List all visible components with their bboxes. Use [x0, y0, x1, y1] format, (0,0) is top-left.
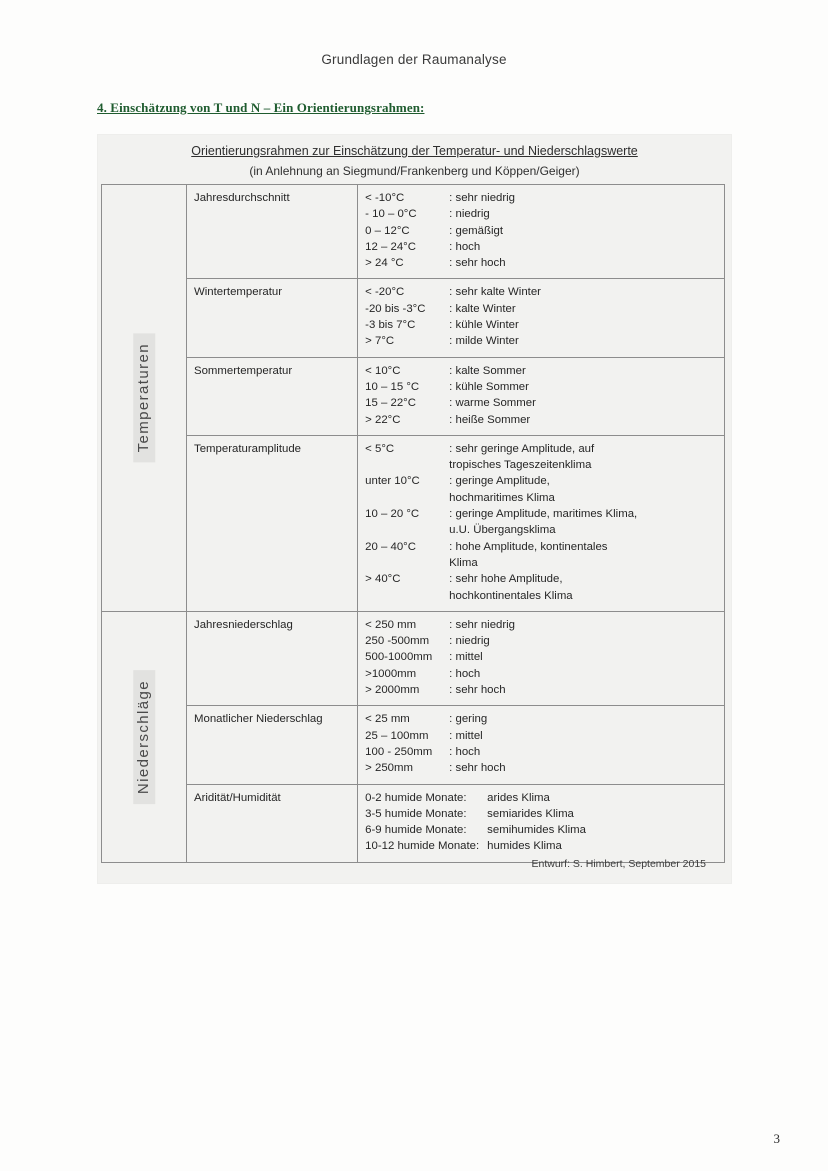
value-key: 250 -500mm: [365, 635, 430, 648]
value-continuation: hochmaritimes Klima: [449, 491, 555, 504]
value-key: 500-1000mm: [365, 651, 433, 664]
value-text: : niedrig: [449, 208, 490, 221]
value-key: 20 – 40°C: [365, 540, 416, 553]
parameter-cell: Temperaturamplitude: [187, 435, 358, 611]
value-text: : gering: [449, 713, 488, 726]
value-continuation: tropisches Tageszeitenklima: [449, 459, 592, 472]
value-key: < -20°C: [365, 286, 405, 299]
value-continuation: Klima: [449, 556, 478, 569]
value-text: : hoch: [449, 240, 481, 253]
value-key: > 40°C: [365, 573, 401, 586]
page-number: 3: [773, 1131, 780, 1146]
value-text: : niedrig: [449, 635, 490, 648]
value-continuation: u.U. Übergangsklima: [449, 524, 556, 537]
value-text: : kühle Winter: [449, 319, 519, 332]
value-key: 12 – 24°C: [365, 240, 416, 253]
value-text: : gemäßigt: [449, 224, 503, 237]
values-cell: [358, 279, 725, 357]
value-text: : hohe Amplitude, kontinentales: [449, 540, 608, 553]
parameter-cell: Wintertemperatur: [187, 279, 358, 357]
section-heading: 4. Einschätzung von T und N – Ein Orientierungsrahmen:: [97, 100, 425, 115]
value-text: : kühle Sommer: [449, 380, 529, 393]
value-text: : heiße Sommer: [449, 413, 531, 426]
value-text: : mittel: [449, 729, 483, 742]
value-key: 10-12 humide Monate:: [365, 840, 480, 853]
table-row: [102, 185, 725, 279]
value-text: : sehr kalte Winter: [449, 286, 541, 299]
value-key: -20 bis -3°C: [365, 302, 426, 315]
value-key: 100 - 250mm: [365, 745, 433, 758]
values-cell: [358, 706, 725, 784]
values-cell: [358, 611, 725, 705]
parameter-cell: Jahresdurchschnitt: [187, 185, 358, 279]
table-title-text: Orientierungsrahmen zur Einschätzung der Temperatur- und Niederschlagswerte: [191, 144, 638, 158]
value-key: < 5°C: [365, 442, 395, 455]
value-key: 15 – 22°C: [365, 397, 416, 410]
parameter-cell: Jahresniederschlag: [187, 611, 358, 705]
parameter-cell: Monatlicher Niederschlag: [187, 706, 358, 784]
value-key: > 250mm: [365, 762, 413, 775]
value-text: arides Klima: [487, 791, 550, 804]
value-key: - 10 – 0°C: [365, 208, 417, 221]
value-key: >1000mm: [365, 667, 417, 680]
value-text: : sehr hoch: [449, 257, 506, 270]
value-key: > 24 °C: [365, 257, 404, 270]
values-cell: [358, 784, 725, 862]
table-row: [102, 611, 725, 705]
value-key: < -10°C: [365, 192, 405, 204]
table-row: [102, 279, 725, 357]
running-head: Grundlagen der Raumanalyse: [321, 52, 507, 67]
values-cell: [358, 185, 725, 279]
value-key: > 22°C: [365, 413, 401, 426]
value-text: : milde Winter: [449, 335, 519, 348]
value-text: : hoch: [449, 667, 481, 680]
value-key: 25 – 100mm: [365, 729, 429, 742]
value-text: humides Klima: [487, 840, 562, 853]
value-continuation: hochkontinentales Klima: [449, 589, 573, 602]
orientation-framework-table: [101, 184, 725, 863]
table-subtitle: (in Anlehnung an Siegmund/Frankenberg und Köppen/Geiger): [249, 164, 580, 178]
table-row: [102, 784, 725, 862]
value-key: 3-5 humide Monate:: [365, 807, 467, 820]
value-text: semihumides Klima: [487, 824, 586, 837]
value-key: unter 10°C: [365, 475, 420, 488]
group-label: Temperaturen: [133, 333, 155, 462]
value-text: : geringe Amplitude,: [449, 475, 550, 488]
group-cell-temperaturen: [102, 185, 187, 612]
value-key: < 10°C: [365, 364, 401, 377]
value-key: 10 – 20 °C: [365, 508, 420, 521]
value-text: : sehr hohe Amplitude,: [449, 573, 563, 586]
value-key: < 250 mm: [365, 618, 417, 631]
value-text: : sehr niedrig: [449, 192, 516, 204]
scanned-table-block: [97, 134, 732, 884]
value-text: : sehr hoch: [449, 684, 506, 697]
parameter-cell: Sommertemperatur: [187, 357, 358, 435]
values-cell: [358, 435, 725, 611]
group-label: Niederschläge: [133, 670, 155, 804]
table-title: [97, 144, 732, 158]
value-text: : sehr geringe Amplitude, auf: [449, 442, 595, 455]
value-text: : mittel: [449, 651, 483, 664]
value-key: < 25 mm: [365, 713, 410, 726]
group-cell-niederschlaege: [102, 611, 187, 862]
value-text: : warme Sommer: [449, 397, 536, 410]
table-body: [102, 185, 725, 863]
value-text: : sehr hoch: [449, 762, 506, 775]
value-key: > 7°C: [365, 335, 395, 348]
parameter-cell: Aridität/Humidität: [187, 784, 358, 862]
value-text: : kalte Winter: [449, 302, 516, 315]
value-text: : sehr niedrig: [449, 618, 516, 631]
value-text: : geringe Amplitude, maritimes Klima,: [449, 508, 638, 521]
value-text: semiarides Klima: [487, 807, 574, 820]
table-row: [102, 357, 725, 435]
value-key: 0 – 12°C: [365, 224, 410, 237]
value-key: > 2000mm: [365, 684, 420, 697]
value-text: : kalte Sommer: [449, 364, 526, 377]
value-key: 10 – 15 °C: [365, 380, 420, 393]
table-row: [102, 706, 725, 784]
value-key: 0-2 humide Monate:: [365, 791, 467, 804]
value-key: 6-9 humide Monate:: [365, 824, 467, 837]
value-key: -3 bis 7°C: [365, 319, 416, 332]
value-text: : hoch: [449, 745, 481, 758]
table-row: [102, 435, 725, 611]
values-cell: [358, 357, 725, 435]
table-credit: Entwurf: S. Himbert, September 2015: [531, 858, 706, 870]
